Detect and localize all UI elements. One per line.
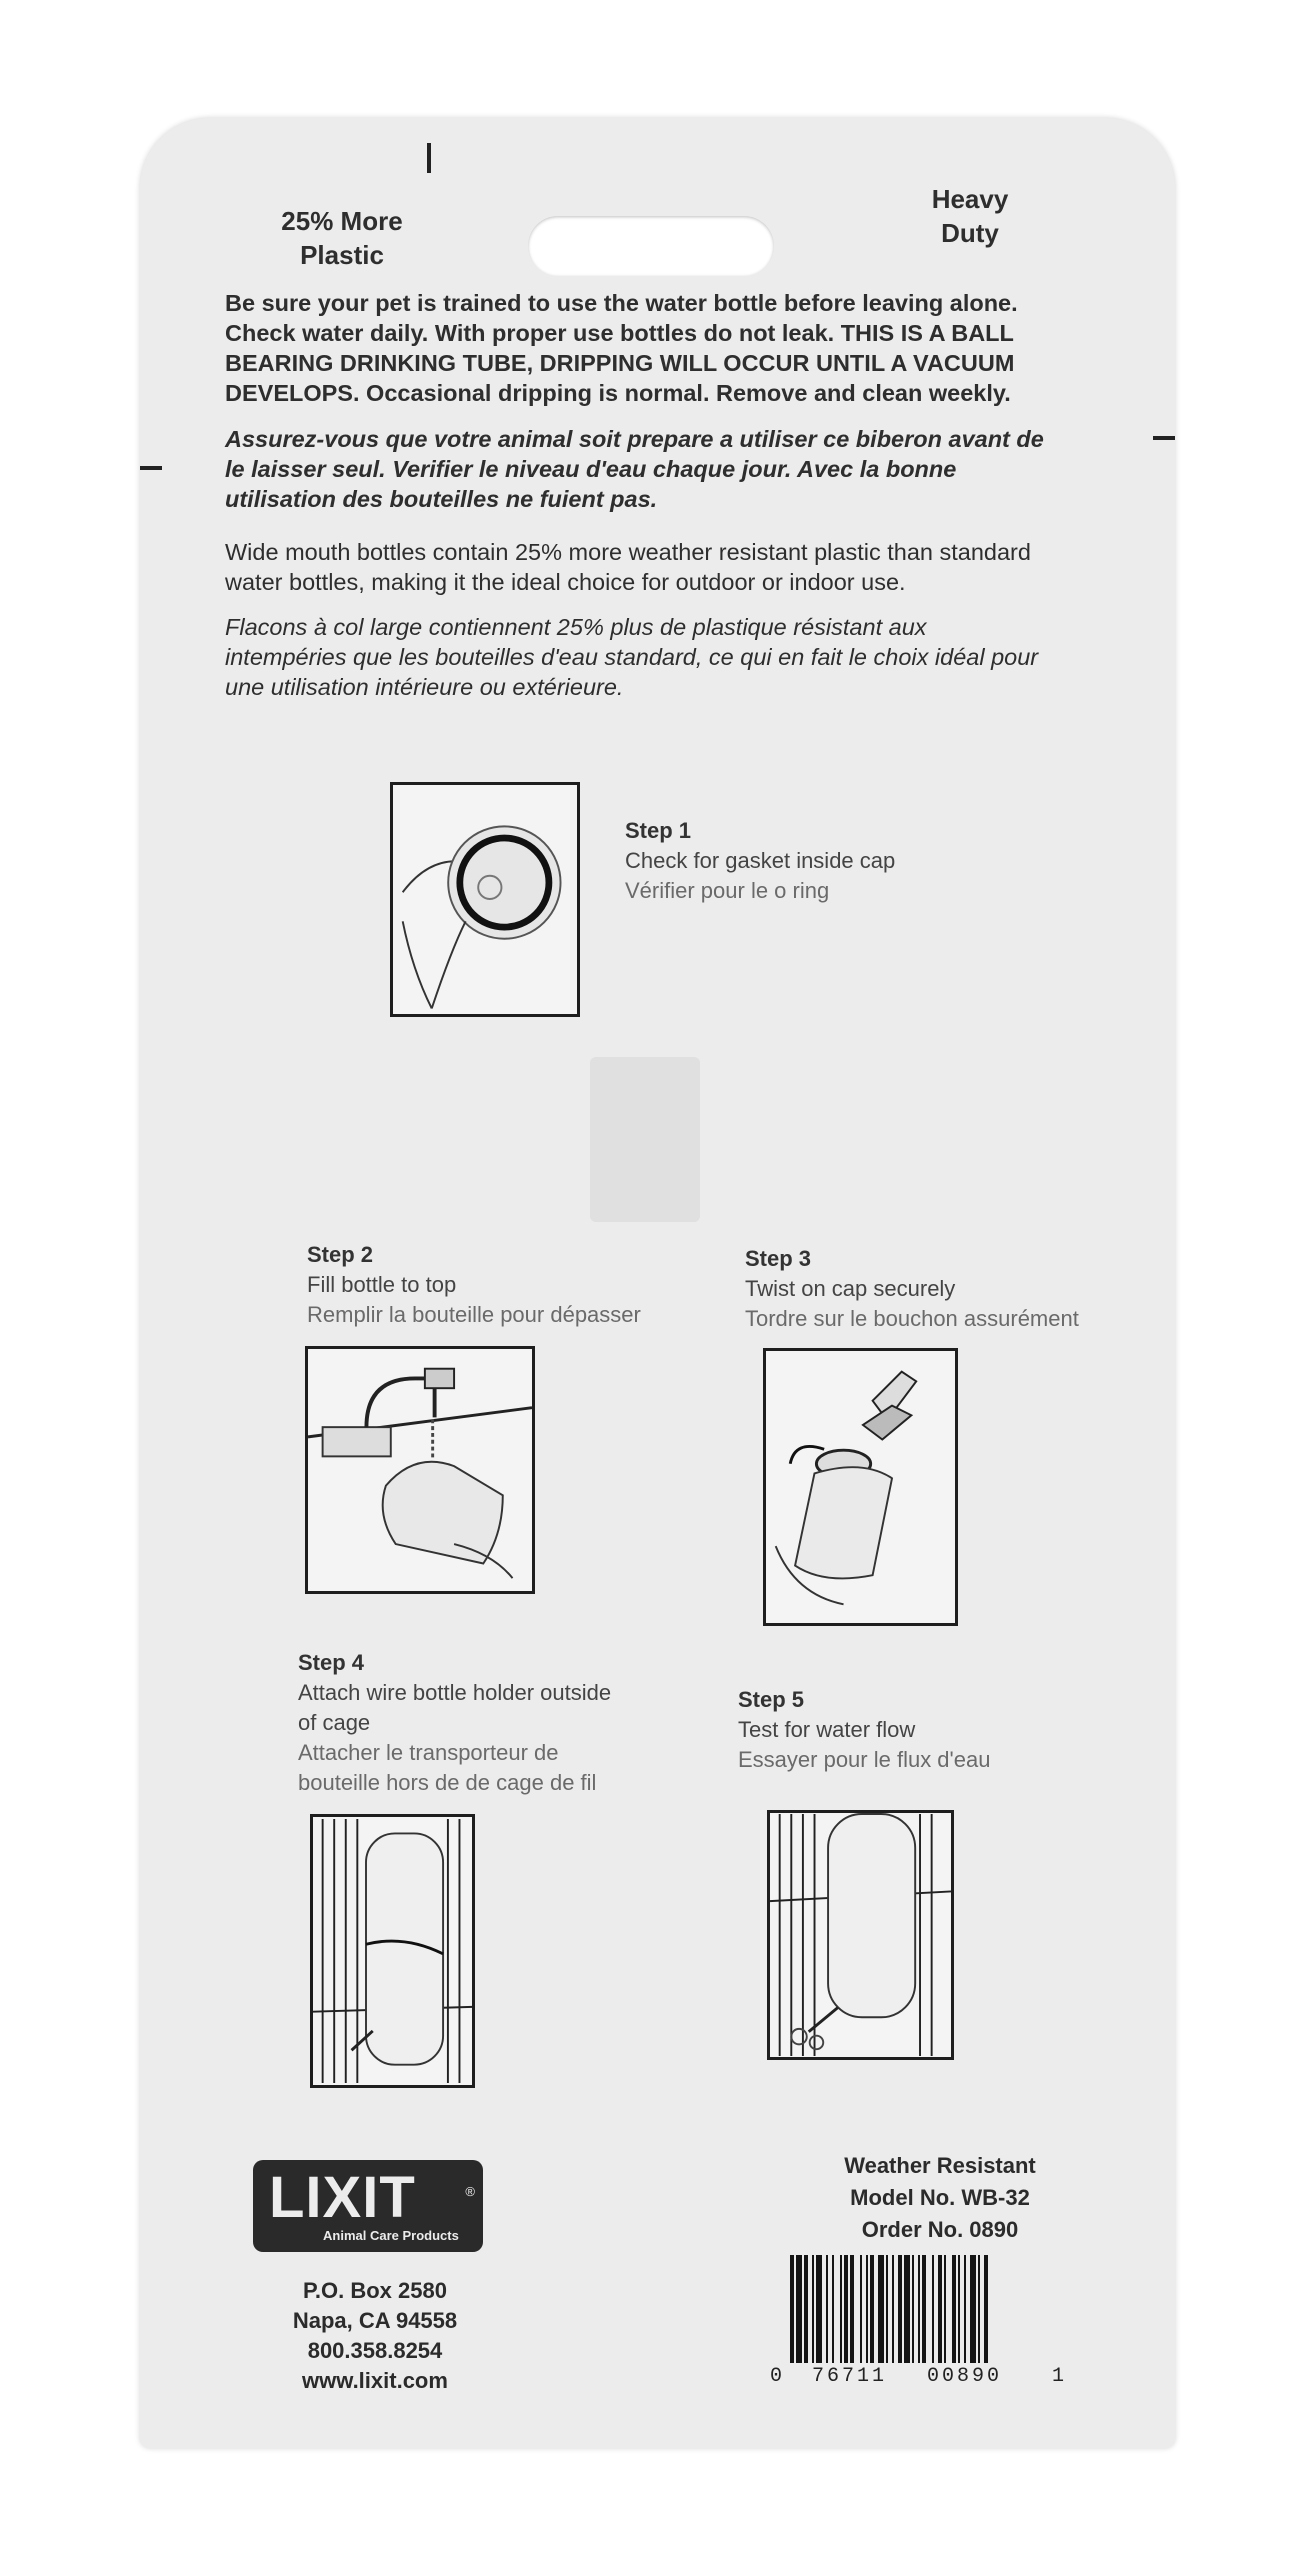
step-3: Step 3 Twist on cap securely Tordre sur le bouchon assurément bbox=[745, 1246, 1079, 1331]
more-plastic-label: 25% More Plastic bbox=[281, 206, 403, 270]
instructions-french: Assurez-vous que votre animal soit prepare a utiliser ce biberon avant de le laisser seul. Verifier le niveau d'eau chaque jour. Avec la bonne utilisation des bouteilles ne fuient pas. bbox=[225, 426, 1044, 512]
gasket-illustration bbox=[390, 782, 580, 1017]
cap-twist-illustration bbox=[763, 1348, 958, 1626]
lixit-logo: LIXIT ® Animal Care Products bbox=[253, 2160, 483, 2252]
faucet-fill-illustration bbox=[305, 1346, 535, 1594]
barcode-bar bbox=[892, 2255, 894, 2363]
barcode-bar bbox=[886, 2255, 888, 2363]
barcode-bar bbox=[804, 2255, 808, 2363]
barcode-bar bbox=[850, 2255, 854, 2363]
barcode-bar bbox=[918, 2255, 920, 2363]
trim-mark-top bbox=[427, 143, 431, 173]
barcode-bar bbox=[866, 2255, 868, 2363]
barcode-bar bbox=[978, 2255, 980, 2363]
step-4: Step 4 Attach wire bottle holder outside of cage Attacher le transporteur de bouteille hors de de cage de fil bbox=[298, 1650, 612, 1795]
trim-mark-right bbox=[1153, 436, 1175, 440]
barcode-bar bbox=[844, 2255, 848, 2363]
barcode-bar bbox=[816, 2255, 822, 2363]
product-info: Weather Resistant Model No. WB-32 Order No. 0890 bbox=[844, 2153, 1036, 2242]
barcode-right-digit: 1 bbox=[1052, 2365, 1065, 2388]
barcode-bar bbox=[796, 2255, 802, 2363]
barcode-bar bbox=[790, 2255, 794, 2363]
barcode-bar bbox=[932, 2255, 934, 2363]
cage-attach-illustration bbox=[310, 1814, 475, 2088]
barcode bbox=[790, 2255, 1040, 2373]
barcode-bar bbox=[984, 2255, 988, 2363]
barcode-bar bbox=[898, 2255, 902, 2363]
barcode-bar bbox=[944, 2255, 946, 2363]
barcode-bar bbox=[826, 2255, 828, 2363]
barcode-bar bbox=[970, 2255, 976, 2363]
barcode-bar bbox=[912, 2255, 914, 2363]
barcode-bar bbox=[870, 2255, 874, 2363]
feature-french: Flacons à col large contiennent 25% plus de plastique résistant aux intempéries que les bouteilles d'eau standard, ce qui en fait le choix idéal pour une utilisation intérieure ou extérieure. bbox=[225, 614, 1039, 700]
barcode-bar bbox=[964, 2255, 966, 2363]
barcode-bar bbox=[840, 2255, 842, 2363]
feature-english: Wide mouth bottles contain 25% more weather resistant plastic than standard water bottles, making it the ideal choice for outdoor or indoor use. bbox=[225, 539, 1031, 595]
water-flow-illustration bbox=[767, 1810, 954, 2060]
barcode-bar bbox=[878, 2255, 884, 2363]
step-2: Step 2 Fill bottle to top Remplir la bouteille pour dépasser bbox=[307, 1242, 641, 1327]
barcode-bar bbox=[938, 2255, 942, 2363]
barcode-group-2: 00890 bbox=[927, 2365, 1003, 2388]
barcode-bar bbox=[958, 2255, 960, 2363]
step-5: Step 5 Test for water flow Essayer pour le flux d'eau bbox=[738, 1687, 991, 1772]
hang-hole bbox=[528, 216, 774, 276]
barcode-bar bbox=[812, 2255, 814, 2363]
barcode-bar bbox=[832, 2255, 834, 2363]
barcode-bar bbox=[952, 2255, 956, 2363]
barcode-left-digit: 0 bbox=[770, 2365, 783, 2388]
blank-panel bbox=[590, 1057, 700, 1222]
step-1: Step 1 Check for gasket inside cap Vérifier pour le o ring bbox=[625, 818, 896, 903]
barcode-bar bbox=[860, 2255, 862, 2363]
trim-mark-left bbox=[140, 466, 162, 470]
barcode-bar bbox=[904, 2255, 910, 2363]
barcode-bar bbox=[922, 2255, 926, 2363]
barcode-group-1: 76711 bbox=[812, 2365, 888, 2388]
instructions-english: Be sure your pet is trained to use the water bottle before leaving alone. Check water daily. With proper use bottles do not leak. THIS IS A BALL BEARING DRINKING TUBE, DRIPPING WILL OCCUR UNTIL A VACUUM DEVELOPS. Occasional dripping is normal. Remove and clean weekly. bbox=[225, 290, 1018, 406]
heavy-duty-label: Heavy Duty bbox=[931, 184, 1009, 248]
company-address: P.O. Box 2580 Napa, CA 94558 800.358.8254 www.lixit.com bbox=[292, 2278, 458, 2393]
